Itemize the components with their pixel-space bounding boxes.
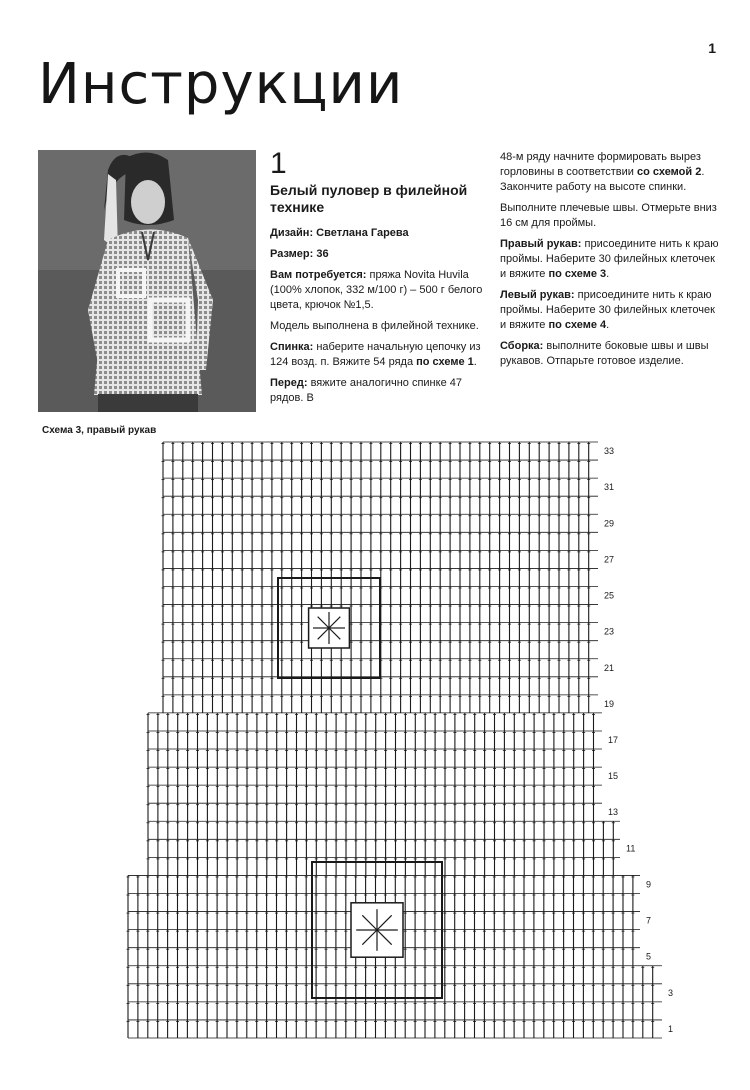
back-label: Спинка: — [270, 341, 314, 353]
model-photo — [38, 150, 256, 412]
size-line — [270, 247, 488, 262]
row-label: 19 — [604, 698, 615, 709]
size-value: 36 — [316, 248, 329, 260]
front-line — [270, 376, 488, 406]
right-sleeve-end: . — [606, 268, 610, 280]
chart-caption: Схема 3, правый рукав — [42, 425, 157, 436]
page-number: 1 — [708, 40, 716, 56]
row-label: 23 — [604, 626, 615, 637]
front-label: Перед: — [270, 377, 308, 389]
right-sleeve-text: присоедините нить к краю проймы. Наберите 30 филейных клеточек и вяжите — [500, 238, 719, 280]
technique-note: Модель выполнена в филейной технике. — [270, 320, 479, 332]
assembly-line — [500, 339, 722, 369]
back-line — [270, 340, 488, 370]
front-scheme: со схемой 2 — [637, 166, 702, 178]
back-end: . — [473, 356, 477, 368]
front-cont: 48-м ряду начните формировать вырез горловины в соответствии — [500, 151, 701, 178]
left-sleeve-scheme: по схеме 4 — [548, 319, 607, 331]
row-label: 13 — [608, 807, 619, 818]
front-end: . Закончите работу на высоте спинки. — [500, 166, 705, 193]
pattern-title: Белый пуловер в филейной технике — [270, 182, 468, 215]
row-label: 5 — [646, 951, 652, 962]
row-label: 17 — [608, 735, 619, 745]
design-value: Светлана Гарева — [316, 227, 409, 239]
right-sleeve-scheme: по схеме 3 — [548, 268, 607, 280]
row-label: 27 — [604, 554, 615, 565]
front-text: вяжите аналогично спинке 47 рядов. В — [270, 377, 462, 404]
assembly-text: выполните боковые швы и швы рукавов. Отпарьте готовое изделие. — [500, 340, 709, 367]
row-label: 1 — [668, 1023, 674, 1034]
materials-label: Вам потребуется: — [270, 269, 367, 281]
left-sleeve-text: присоедините нить к краю проймы. Наберите 30 филейных клеточек и вяжите — [500, 289, 715, 331]
left-sleeve-end: . — [606, 319, 610, 331]
front-continued — [500, 150, 722, 195]
chart-grid — [127, 442, 663, 1038]
row-label: 33 — [604, 446, 615, 457]
row-label: 15 — [608, 771, 619, 782]
shoulder-text: Выполните плечевые швы. Отмерьте вниз 16 см для проймы. — [500, 202, 717, 229]
row-label: 11 — [626, 843, 636, 854]
right-sleeve-line — [500, 237, 722, 282]
row-label: 7 — [646, 915, 652, 926]
design-line — [270, 226, 488, 241]
page-title: Инструкции — [38, 52, 404, 117]
left-sleeve-label: Левый рукав: — [500, 289, 575, 301]
row-label: 21 — [604, 662, 615, 673]
back-scheme: по схеме 1 — [416, 356, 474, 368]
row-label: 29 — [604, 518, 615, 529]
right-sleeve-label: Правый рукав: — [500, 238, 582, 250]
pattern-number: 1 — [270, 147, 287, 180]
row-label: 9 — [646, 879, 652, 890]
pattern-column — [270, 148, 488, 412]
design-label: Дизайн: — [270, 227, 314, 239]
left-sleeve-line — [500, 288, 722, 333]
materials-text: пряжа Novita Huvila (100% хлопок, 332 м/100 г) – 500 г белого цвета, крючок №1,5. — [270, 269, 483, 311]
materials-line — [270, 268, 488, 313]
instructions-column — [500, 150, 722, 375]
row-label: 25 — [604, 590, 615, 601]
back-text: наберите начальную цепочку из 124 возд. п. Вяжите 54 ряда — [270, 341, 481, 368]
row-label: 31 — [604, 482, 615, 493]
assembly-label: Сборка: — [500, 340, 544, 352]
size-label: Размер: — [270, 248, 314, 260]
row-label: 3 — [668, 987, 674, 998]
